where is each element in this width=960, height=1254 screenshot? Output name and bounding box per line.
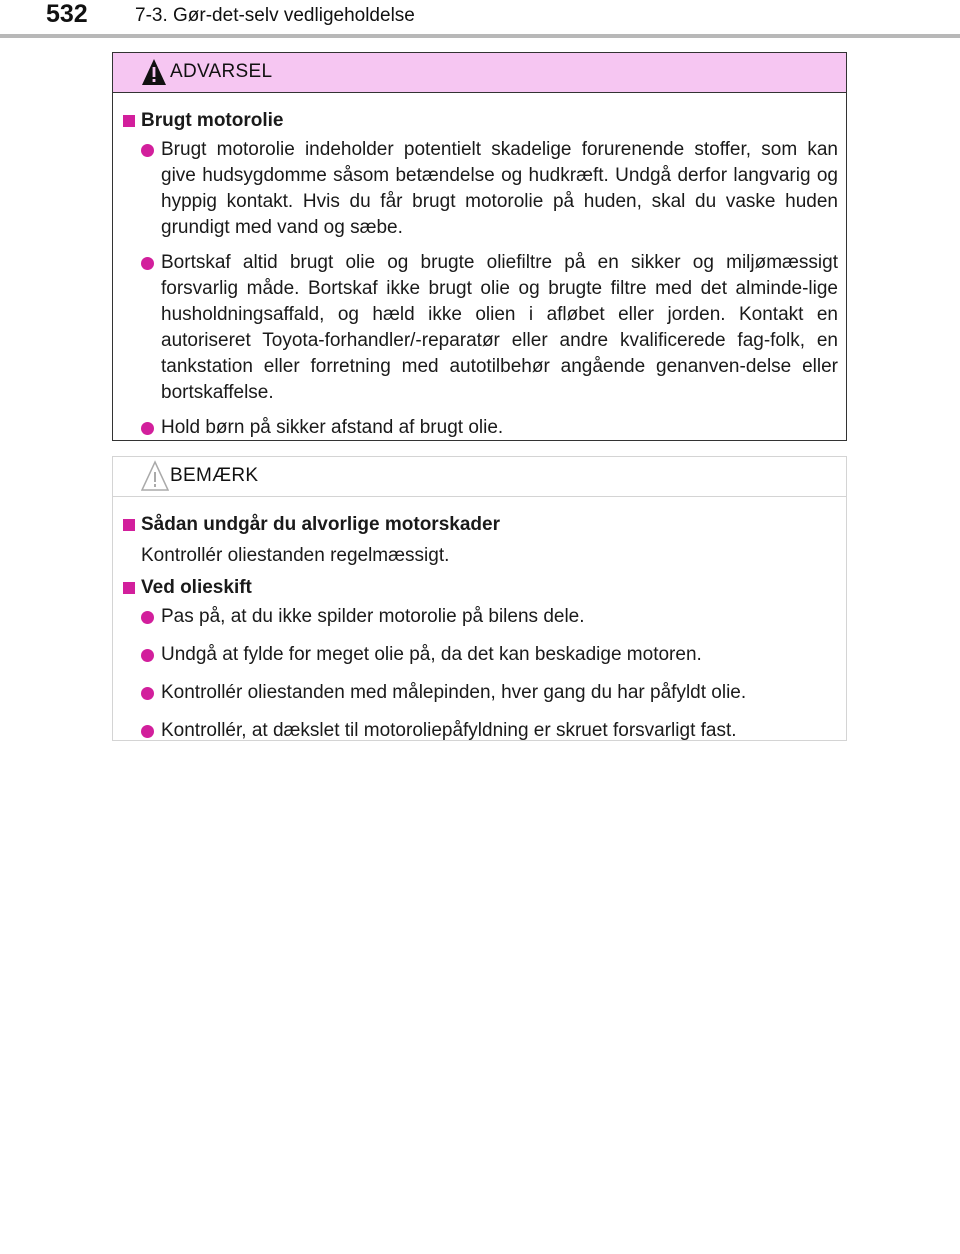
round-bullet-icon bbox=[141, 611, 154, 624]
notice-box-header bbox=[113, 457, 846, 497]
list-item-text: Pas på, at du ikke spilder motorolie på bilens dele. bbox=[161, 606, 585, 627]
warning-box bbox=[112, 52, 847, 441]
list-item-text: Undgå at fylde for meget olie på, da det kan beskadige motoren. bbox=[161, 644, 702, 665]
list-item bbox=[141, 680, 838, 706]
warning-triangle-icon bbox=[141, 57, 167, 87]
list-item bbox=[141, 642, 838, 668]
round-bullet-icon bbox=[141, 649, 154, 662]
list-item-text: Bortskaf altid brugt olie og brugte oliefiltre på en sikker og miljømæssigt forsvarlig måde. Bortskaf ikke brugt olie og brugte filtre med det alminde-lige husholdningsaffald, og hæld ikke olien i afløbet eller jorden. Kontakt en autoriseret Toyota-forhandler/-reparatør eller andre kvalificerede fag-folk, en tankstation eller forretning med autotilbehør angående genanven-delse eller bortskaffelse. bbox=[161, 252, 838, 403]
warning-body bbox=[113, 93, 846, 441]
page-number: 532 bbox=[46, 0, 88, 28]
list-item bbox=[141, 415, 838, 441]
round-bullet-icon bbox=[141, 687, 154, 700]
warning-heading: Brugt motorolie bbox=[141, 110, 284, 131]
warning-heading-row bbox=[123, 109, 838, 133]
round-bullet-icon bbox=[141, 422, 154, 435]
notice-body bbox=[113, 497, 846, 744]
list-item bbox=[141, 137, 838, 241]
square-bullet-icon bbox=[123, 519, 135, 531]
notice-box bbox=[112, 456, 847, 741]
caution-triangle-outline-icon bbox=[141, 460, 169, 492]
list-item-text: Hold børn på sikker afstand af brugt olie. bbox=[161, 417, 504, 438]
square-bullet-icon bbox=[123, 115, 135, 127]
list-item-text: Kontrollér, at dækslet til motoroliepåfyldning er skruet forsvarligt fast. bbox=[161, 720, 737, 741]
notice-text-oil-level: Kontrollér oliestanden regelmæssigt. bbox=[141, 545, 450, 566]
list-item-text: Kontrollér oliestanden med målepinden, hver gang du har påfyldt olie. bbox=[161, 682, 747, 703]
section-title: 7-3. Gør-det-selv vedligeholdelse bbox=[135, 5, 415, 26]
list-item bbox=[141, 604, 838, 630]
list-item bbox=[141, 718, 838, 744]
list-item bbox=[141, 250, 838, 406]
notice-heading-engine-damage: Sådan undgår du alvorlige motorskader bbox=[141, 514, 500, 535]
warning-title: ADVARSEL bbox=[170, 61, 273, 82]
notice-title: BEMÆRK bbox=[170, 465, 259, 486]
page-header bbox=[0, 0, 960, 40]
round-bullet-icon bbox=[141, 725, 154, 738]
notice-heading-row bbox=[123, 513, 838, 537]
round-bullet-icon bbox=[141, 144, 154, 157]
list-item-text: Brugt motorolie indeholder potentielt skadelige forurenende stoffer, som kan give hudsygdomme såsom betændelse og hudkræft. Undgå derfor langvarig og hyppig kontakt. Hvis du får brugt motorolie på huden, skal du vaske huden grundigt med vand og sæbe. bbox=[161, 139, 838, 238]
square-bullet-icon bbox=[123, 582, 135, 594]
warning-box-header bbox=[113, 53, 846, 93]
notice-heading-oil-change: Ved olieskift bbox=[141, 577, 252, 598]
header-divider bbox=[0, 34, 960, 38]
notice-heading-row bbox=[123, 576, 838, 600]
round-bullet-icon bbox=[141, 257, 154, 270]
